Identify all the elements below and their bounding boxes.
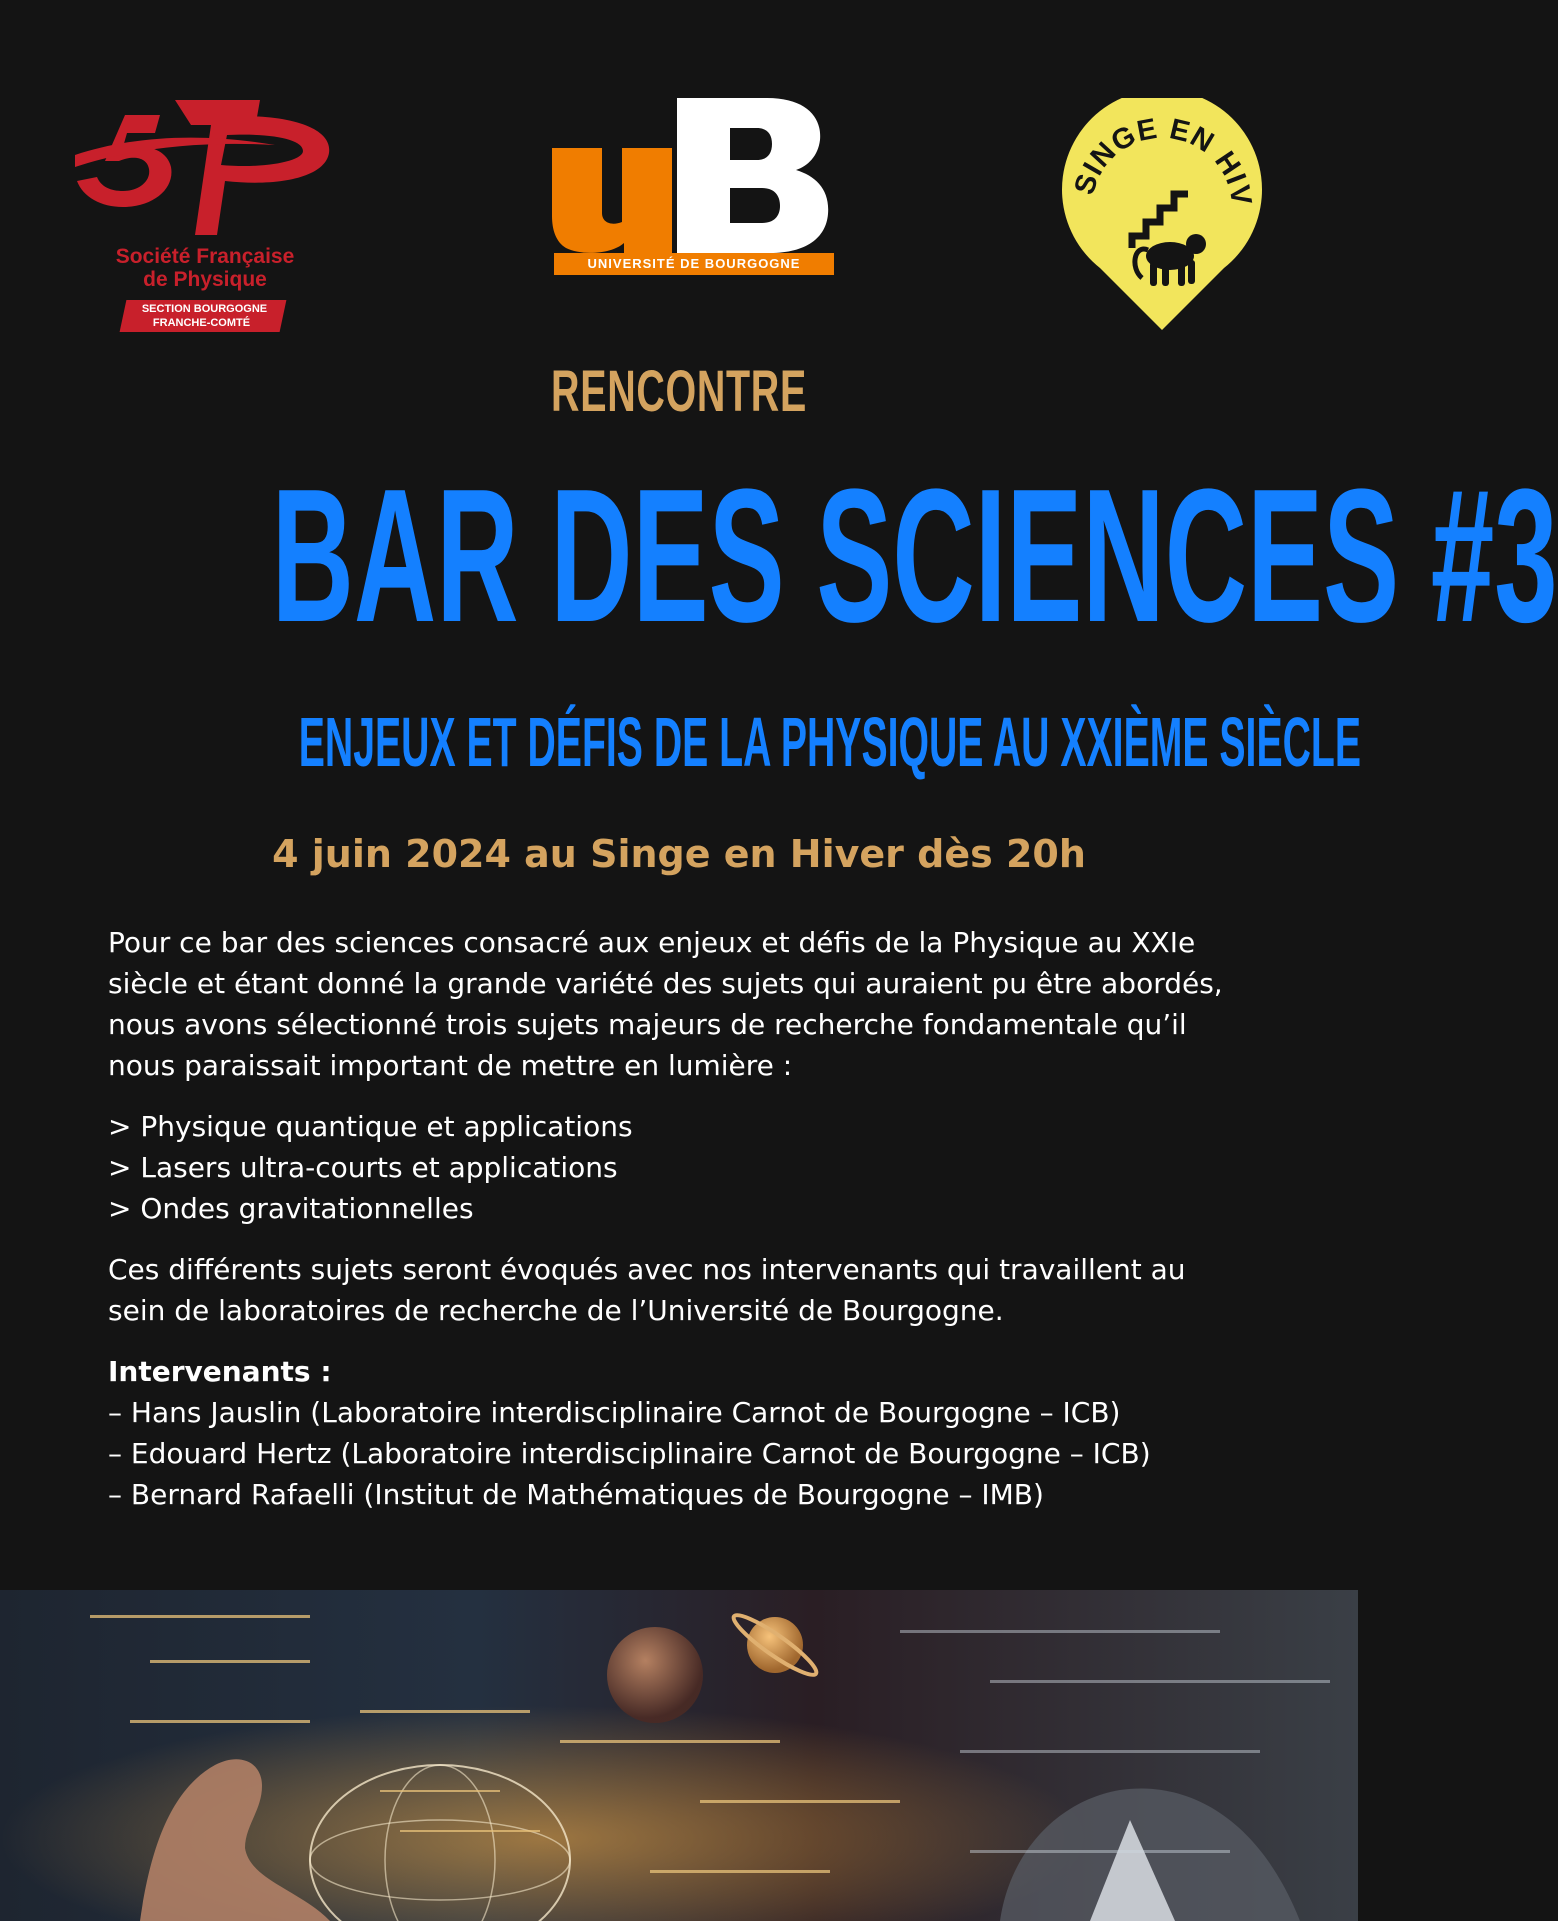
outro-line: Ces différents sujets seront évoqués avec nos intervenants qui travaillent au: [108, 1253, 1186, 1286]
singe-logo-text: SINGE EN HIV: [1068, 112, 1258, 209]
event-date: 4 juin 2024 au Singe en Hiver dès 20h: [272, 832, 1086, 876]
ub-logo: [552, 98, 837, 278]
event-subtitle: ENJEUX ET DÉFIS DE LA PHYSIQUE AU XXIÈME SIÈCLE: [298, 703, 1361, 781]
speakers-heading: Intervenants :: [108, 1355, 332, 1388]
sfp-section-line1: SECTION BOURGOGNE: [141, 303, 268, 315]
intro-line: nous avons sélectionné trois sujets majeurs de recherche fondamentale qu’il: [108, 1008, 1187, 1041]
intro-line: Pour ce bar des sciences consacré aux enjeux et défis de la Physique au XXIe: [108, 926, 1196, 959]
speaker-item: – Hans Jauslin (Laboratoire interdisciplinaire Carnot de Bourgogne – ICB): [108, 1396, 1121, 1429]
sfp-emblem-icon: [75, 95, 335, 245]
intro-line: nous paraissait important de mettre en lumière :: [108, 1049, 793, 1082]
topics-list: [108, 1106, 1288, 1229]
singe-pin-icon: [1060, 98, 1265, 333]
sfp-section-badge: [120, 300, 287, 332]
ub-monogram-icon: [552, 98, 837, 253]
sfp-logo: [75, 95, 335, 335]
speaker-item: – Edouard Hertz (Laboratoire interdisciplinaire Carnot de Bourgogne – ICB): [108, 1437, 1151, 1470]
topic-item: > Physique quantique et applications: [108, 1110, 633, 1143]
sfp-section-line2: FRANCHE-COMTÉ: [152, 317, 251, 329]
sfp-name-line1: Société Française: [115, 245, 295, 268]
outro-line: sein de laboratoires de recherche de l’Université de Bourgogne.: [108, 1294, 1004, 1327]
singe-en-hiver-logo: [1060, 98, 1265, 333]
ub-subtitle: UNIVERSITÉ DE BOURGOGNE: [554, 253, 834, 275]
topic-item: > Lasers ultra-courts et applications: [108, 1151, 618, 1184]
event-title: BAR DES SCIENCES #3: [271, 450, 1558, 662]
speaker-item: – Bernard Rafaelli (Institut de Mathématiques de Bourgogne – IMB): [108, 1478, 1044, 1511]
topic-item: > Ondes gravitationnelles: [108, 1192, 474, 1225]
sfp-name: [75, 245, 335, 291]
physics-formulas-photo: [0, 1590, 1358, 1921]
sfp-name-line2: de Physique: [143, 268, 267, 291]
intro-line: siècle et étant donné la grande variété des sujets qui auraient pu être abordés,: [108, 967, 1223, 1000]
event-kicker: RENCONTRE: [551, 359, 807, 424]
speakers-list: [108, 1351, 1288, 1515]
intro-paragraph: [108, 922, 1288, 1086]
event-description: [108, 922, 1288, 1515]
outro-paragraph: [108, 1249, 1288, 1331]
